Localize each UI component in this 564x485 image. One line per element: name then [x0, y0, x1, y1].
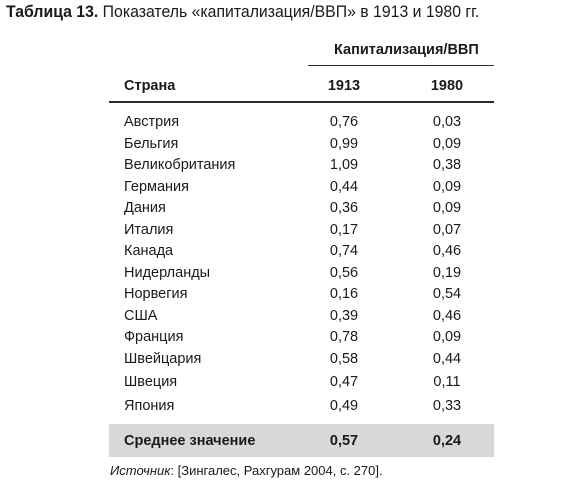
- group-header: Капитализация/ВВП: [334, 42, 479, 58]
- cell-1980: 0,44: [432, 351, 462, 367]
- source-label: Источник: [110, 463, 171, 478]
- cell-1913: 0,17: [329, 222, 359, 238]
- cell-country: Франция: [124, 329, 184, 345]
- cell-1913: 0,76: [329, 114, 359, 130]
- cell-1913: 0,47: [329, 374, 359, 390]
- cell-1980: 0,09: [432, 329, 462, 345]
- cell-country: Нидерланды: [124, 265, 211, 281]
- cell-1980: 0,46: [432, 308, 462, 324]
- cell-1913: 0,16: [329, 286, 359, 302]
- cell-1980: 0,09: [432, 136, 462, 152]
- average-label: Среднее значение: [124, 433, 256, 449]
- cell-1980: 0,38: [432, 157, 462, 173]
- cell-1980: 0,09: [432, 179, 462, 195]
- column-header-1980: 1980: [430, 78, 464, 94]
- group-header-rule: [308, 65, 494, 66]
- cell-1980: 0,19: [432, 265, 462, 281]
- column-header-1913: 1913: [327, 78, 361, 94]
- cell-1980: 0,33: [432, 398, 462, 414]
- cell-1980: 0,54: [432, 286, 462, 302]
- source-note: [110, 462, 383, 480]
- cell-1980: 0,09: [432, 200, 462, 216]
- cell-1913: 0,49: [329, 398, 359, 414]
- cell-country: Швейцария: [124, 351, 202, 367]
- cell-country: Германия: [124, 179, 190, 195]
- source-text: : [Зингалес, Рахгурам 2004, с. 270].: [170, 463, 383, 478]
- cell-country: Швеция: [124, 374, 178, 390]
- cell-country: Дания: [124, 200, 166, 216]
- average-1913: 0,57: [329, 433, 359, 449]
- cell-country: США: [124, 308, 158, 324]
- cell-1913: 0,56: [329, 265, 359, 281]
- cell-1913: 0,36: [329, 200, 359, 216]
- table-title: Показатель «капитализация/ВВП» в 1913 и 1980 гг.: [102, 2, 480, 21]
- header-rule: [109, 101, 494, 103]
- cell-country: Норвегия: [124, 286, 188, 302]
- cell-country: Япония: [124, 398, 175, 414]
- cell-country: Канада: [124, 243, 174, 259]
- cell-1913: 1,09: [329, 157, 359, 173]
- table-number: Таблица 13.: [6, 2, 99, 21]
- cell-1913: 0,39: [329, 308, 359, 324]
- cell-1980: 0,46: [432, 243, 462, 259]
- cell-country: Великобритания: [124, 157, 236, 173]
- average-1980: 0,24: [432, 433, 462, 449]
- cell-1913: 0,74: [329, 243, 359, 259]
- cell-1913: 0,44: [329, 179, 359, 195]
- cell-1913: 0,99: [329, 136, 359, 152]
- cell-country: Бельгия: [124, 136, 179, 152]
- cell-country: Италия: [124, 222, 174, 238]
- cell-country: Австрия: [124, 114, 180, 130]
- column-header-country: Страна: [124, 78, 176, 94]
- cell-1980: 0,07: [432, 222, 462, 238]
- cell-1980: 0,11: [433, 374, 461, 390]
- cell-1913: 0,58: [329, 351, 359, 367]
- cell-1980: 0,03: [432, 114, 462, 130]
- cell-1913: 0,78: [329, 329, 359, 345]
